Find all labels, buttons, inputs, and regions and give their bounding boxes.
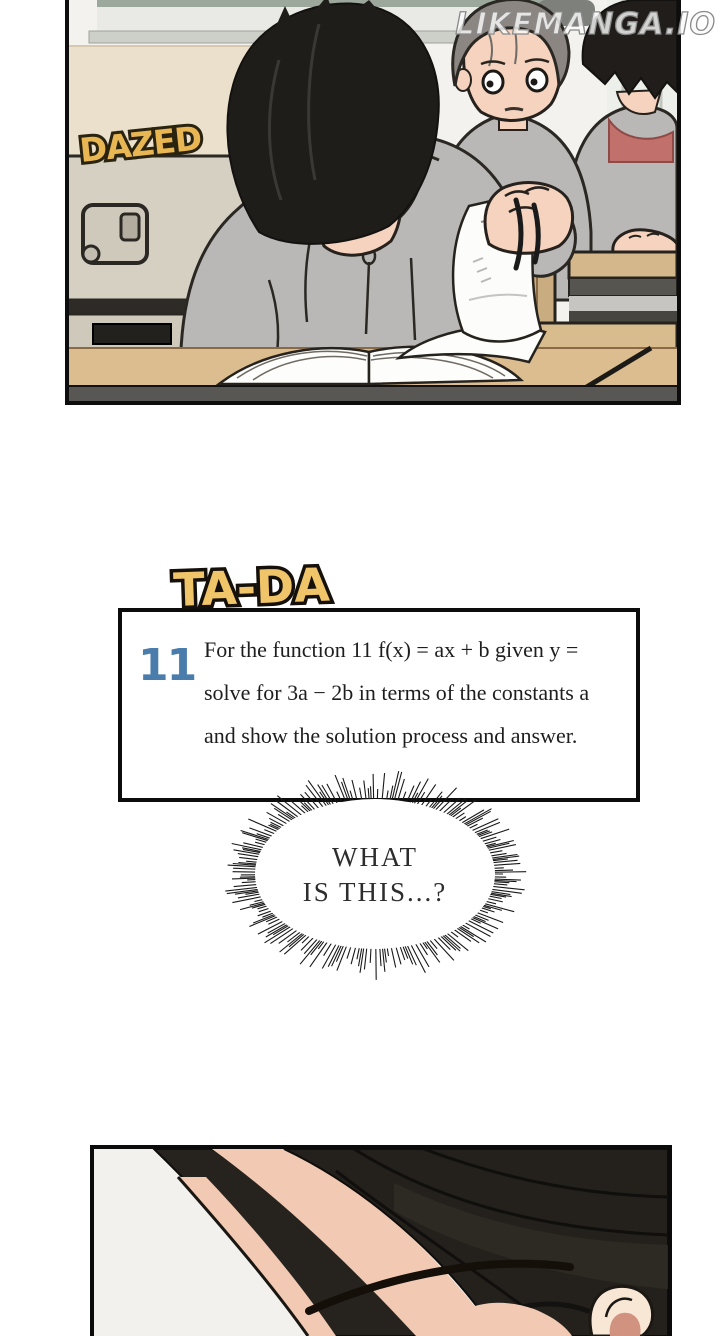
eye (527, 69, 547, 91)
top-panel (65, 0, 681, 405)
problem-text (204, 628, 636, 757)
book-stack (569, 252, 677, 278)
bubble-body (255, 799, 495, 949)
top-panel-artwork (69, 0, 677, 401)
watermark-text: LIKEMANGA.IO (455, 7, 716, 42)
eye (483, 71, 503, 93)
problem-line: solve for 3a − 2b in terms of the constants a (204, 680, 590, 705)
bubble-text-line: IS THIS...? (302, 877, 448, 907)
bottom-panel (90, 1145, 672, 1336)
problem-line: and show the solution process and answer. (204, 723, 578, 748)
sfx-dazed: DAZED (77, 118, 203, 170)
sfx-tada: TA-DA (172, 557, 331, 617)
bubble-text-line: WHAT (332, 842, 418, 872)
problem-number: 11 (138, 640, 196, 691)
sfx-tada-group (150, 552, 410, 622)
cabinet-slot (93, 324, 171, 344)
problem-line: For the function 11 f(x) = ax + b given y = (204, 637, 579, 662)
speech-bubble (210, 770, 540, 982)
bottom-panel-artwork (94, 1149, 668, 1336)
